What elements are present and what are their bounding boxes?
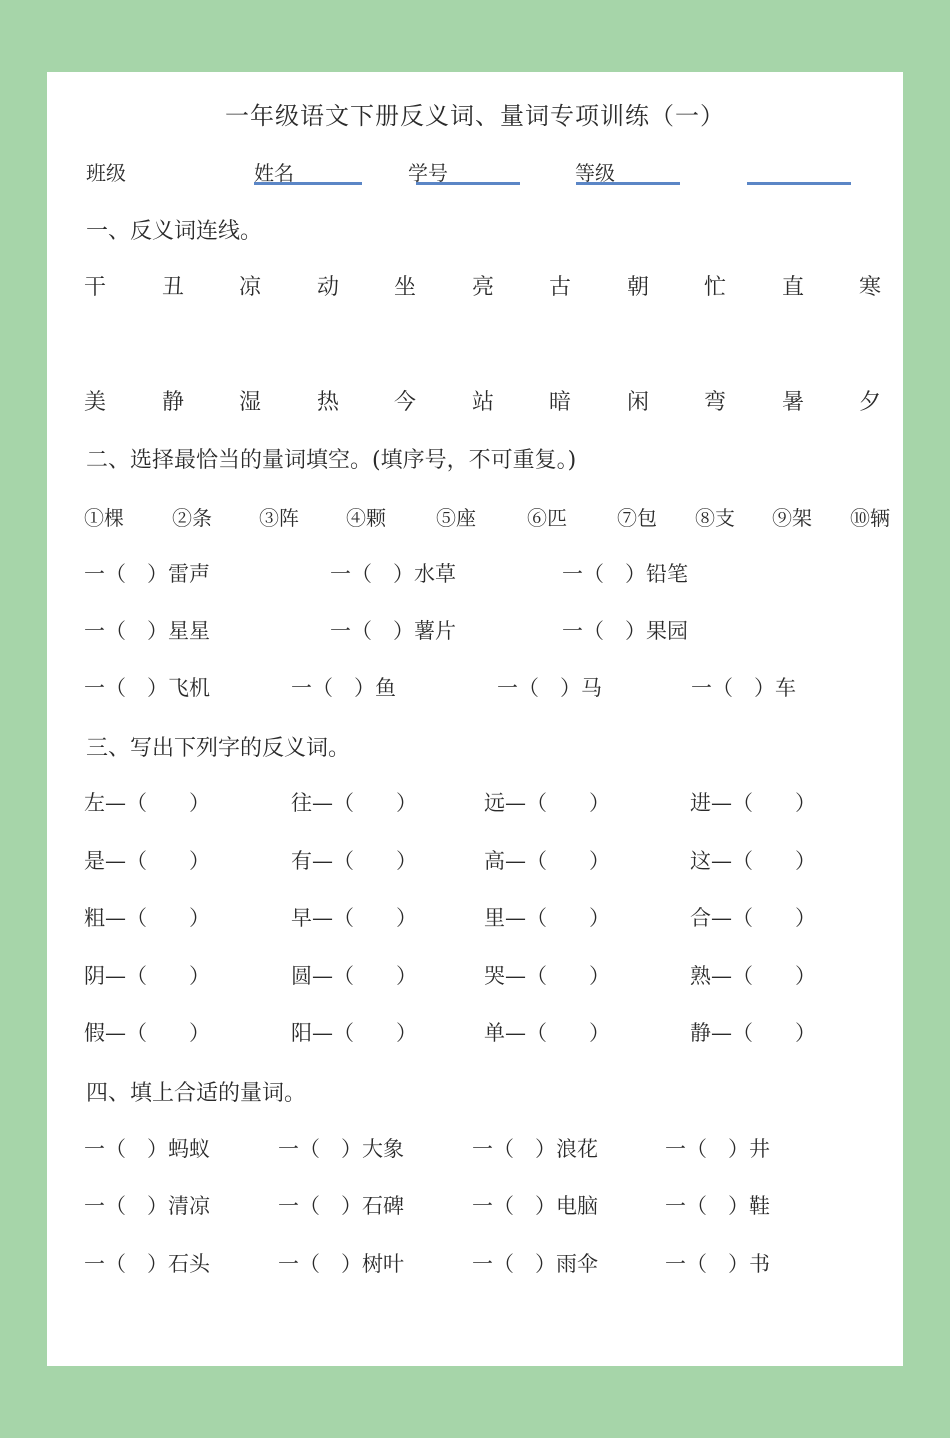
antonym-char-top: 忙	[704, 275, 727, 300]
antonym-char-bottom: 热	[317, 390, 340, 415]
measure-blank-item: 一（ ）雨伞	[472, 1252, 598, 1276]
antonym-char-bottom: 闲	[627, 390, 650, 415]
section4-heading: 四、填上合适的量词。	[86, 1081, 307, 1106]
antonym-blank-item: 进—（ ）	[690, 791, 816, 815]
fill-blank-item: 一（ ）星星	[84, 619, 210, 643]
measure-blank-item: 一（ ）浪花	[472, 1137, 598, 1161]
antonym-char-top: 坐	[394, 275, 417, 300]
id-underline	[416, 182, 520, 185]
measure-blank-item: 一（ ）清凉	[84, 1194, 210, 1218]
antonym-blank-item: 往—（ ）	[291, 791, 417, 815]
name-label: 姓名	[254, 161, 294, 185]
class-label: 班级	[86, 161, 126, 185]
fill-blank-item: 一（ ）水草	[330, 562, 456, 586]
fill-blank-item: 一（ ）果园	[562, 619, 688, 643]
fill-blank-item: 一（ ）雷声	[84, 562, 210, 586]
measure-blank-item: 一（ ）电脑	[472, 1194, 598, 1218]
measure-blank-item: 一（ ）井	[665, 1137, 770, 1161]
antonym-blank-item: 静—（ ）	[690, 1021, 816, 1045]
measure-blank-item: 一（ ）石头	[84, 1252, 210, 1276]
antonym-blank-item: 这—（ ）	[690, 849, 816, 873]
antonym-char-bottom: 美	[84, 390, 107, 415]
worksheet-page	[47, 72, 903, 1366]
antonym-blank-item: 有—（ ）	[291, 849, 417, 873]
measure-blank-item: 一（ ）蚂蚁	[84, 1137, 210, 1161]
antonym-char-bottom: 暗	[549, 390, 572, 415]
antonym-blank-item: 粗—（ ）	[84, 906, 210, 930]
measure-word-option: ⑩辆	[850, 506, 890, 530]
measure-word-option: ⑧支	[695, 506, 735, 530]
fill-blank-item: 一（ ）鱼	[291, 676, 396, 700]
measure-word-option: ⑦包	[617, 506, 657, 530]
antonym-char-bottom: 今	[394, 390, 417, 415]
antonym-blank-item: 阴—（ ）	[84, 964, 210, 988]
measure-blank-item: 一（ ）鞋	[665, 1194, 770, 1218]
measure-word-option: ④颗	[346, 506, 386, 530]
measure-blank-item: 一（ ）石碑	[278, 1194, 404, 1218]
fill-blank-item: 一（ ）飞机	[84, 676, 210, 700]
grade-label: 等级	[575, 161, 615, 185]
antonym-char-bottom: 夕	[859, 390, 882, 415]
measure-word-option: ③阵	[259, 506, 299, 530]
antonym-char-bottom: 湿	[239, 390, 262, 415]
antonym-blank-item: 单—（ ）	[484, 1021, 610, 1045]
antonym-blank-item: 里—（ ）	[484, 906, 610, 930]
antonym-char-top: 古	[549, 275, 572, 300]
measure-word-option: ⑨架	[772, 506, 812, 530]
antonym-blank-item: 左—（ ）	[84, 791, 210, 815]
antonym-char-top: 朝	[627, 275, 650, 300]
grade-underline	[576, 182, 680, 185]
measure-blank-item: 一（ ）书	[665, 1252, 770, 1276]
antonym-blank-item: 合—（ ）	[690, 906, 816, 930]
fill-blank-item: 一（ ）马	[497, 676, 602, 700]
antonym-blank-item: 早—（ ）	[291, 906, 417, 930]
antonym-char-top: 直	[782, 275, 805, 300]
antonym-blank-item: 是—（ ）	[84, 849, 210, 873]
fill-blank-item: 一（ ）车	[691, 676, 796, 700]
measure-blank-item: 一（ ）树叶	[278, 1252, 404, 1276]
antonym-char-top: 丑	[162, 275, 185, 300]
id-label: 学号	[408, 161, 448, 185]
extra-underline	[747, 182, 851, 185]
antonym-char-bottom: 暑	[782, 390, 805, 415]
name-underline	[254, 182, 362, 185]
section2-heading: 二、选择最恰当的量词填空。(填序号，不可重复。)	[86, 448, 577, 473]
antonym-blank-item: 阳—（ ）	[291, 1021, 417, 1045]
worksheet-title: 一年级语文下册反义词、量词专项训练（一）	[225, 102, 725, 130]
antonym-blank-item: 哭—（ ）	[484, 964, 610, 988]
antonym-blank-item: 熟—（ ）	[690, 964, 816, 988]
section3-heading: 三、写出下列字的反义词。	[86, 736, 351, 761]
fill-blank-item: 一（ ）铅笔	[562, 562, 688, 586]
antonym-char-top: 凉	[239, 275, 262, 300]
antonym-blank-item: 圆—（ ）	[291, 964, 417, 988]
fill-blank-item: 一（ ）薯片	[330, 619, 456, 643]
measure-word-option: ⑤座	[436, 506, 476, 530]
antonym-char-top: 动	[317, 275, 340, 300]
antonym-blank-item: 高—（ ）	[484, 849, 610, 873]
measure-word-option: ⑥匹	[527, 506, 567, 530]
measure-word-option: ①棵	[84, 506, 124, 530]
antonym-char-bottom: 弯	[704, 390, 727, 415]
section1-heading: 一、反义词连线。	[86, 219, 263, 244]
antonym-char-top: 寒	[859, 275, 882, 300]
antonym-char-bottom: 静	[162, 390, 185, 415]
measure-word-option: ②条	[172, 506, 212, 530]
antonym-blank-item: 假—（ ）	[84, 1021, 210, 1045]
antonym-char-top: 亮	[472, 275, 495, 300]
antonym-blank-item: 远—（ ）	[484, 791, 610, 815]
antonym-char-bottom: 站	[472, 390, 495, 415]
antonym-char-top: 干	[84, 275, 107, 300]
measure-blank-item: 一（ ）大象	[278, 1137, 404, 1161]
